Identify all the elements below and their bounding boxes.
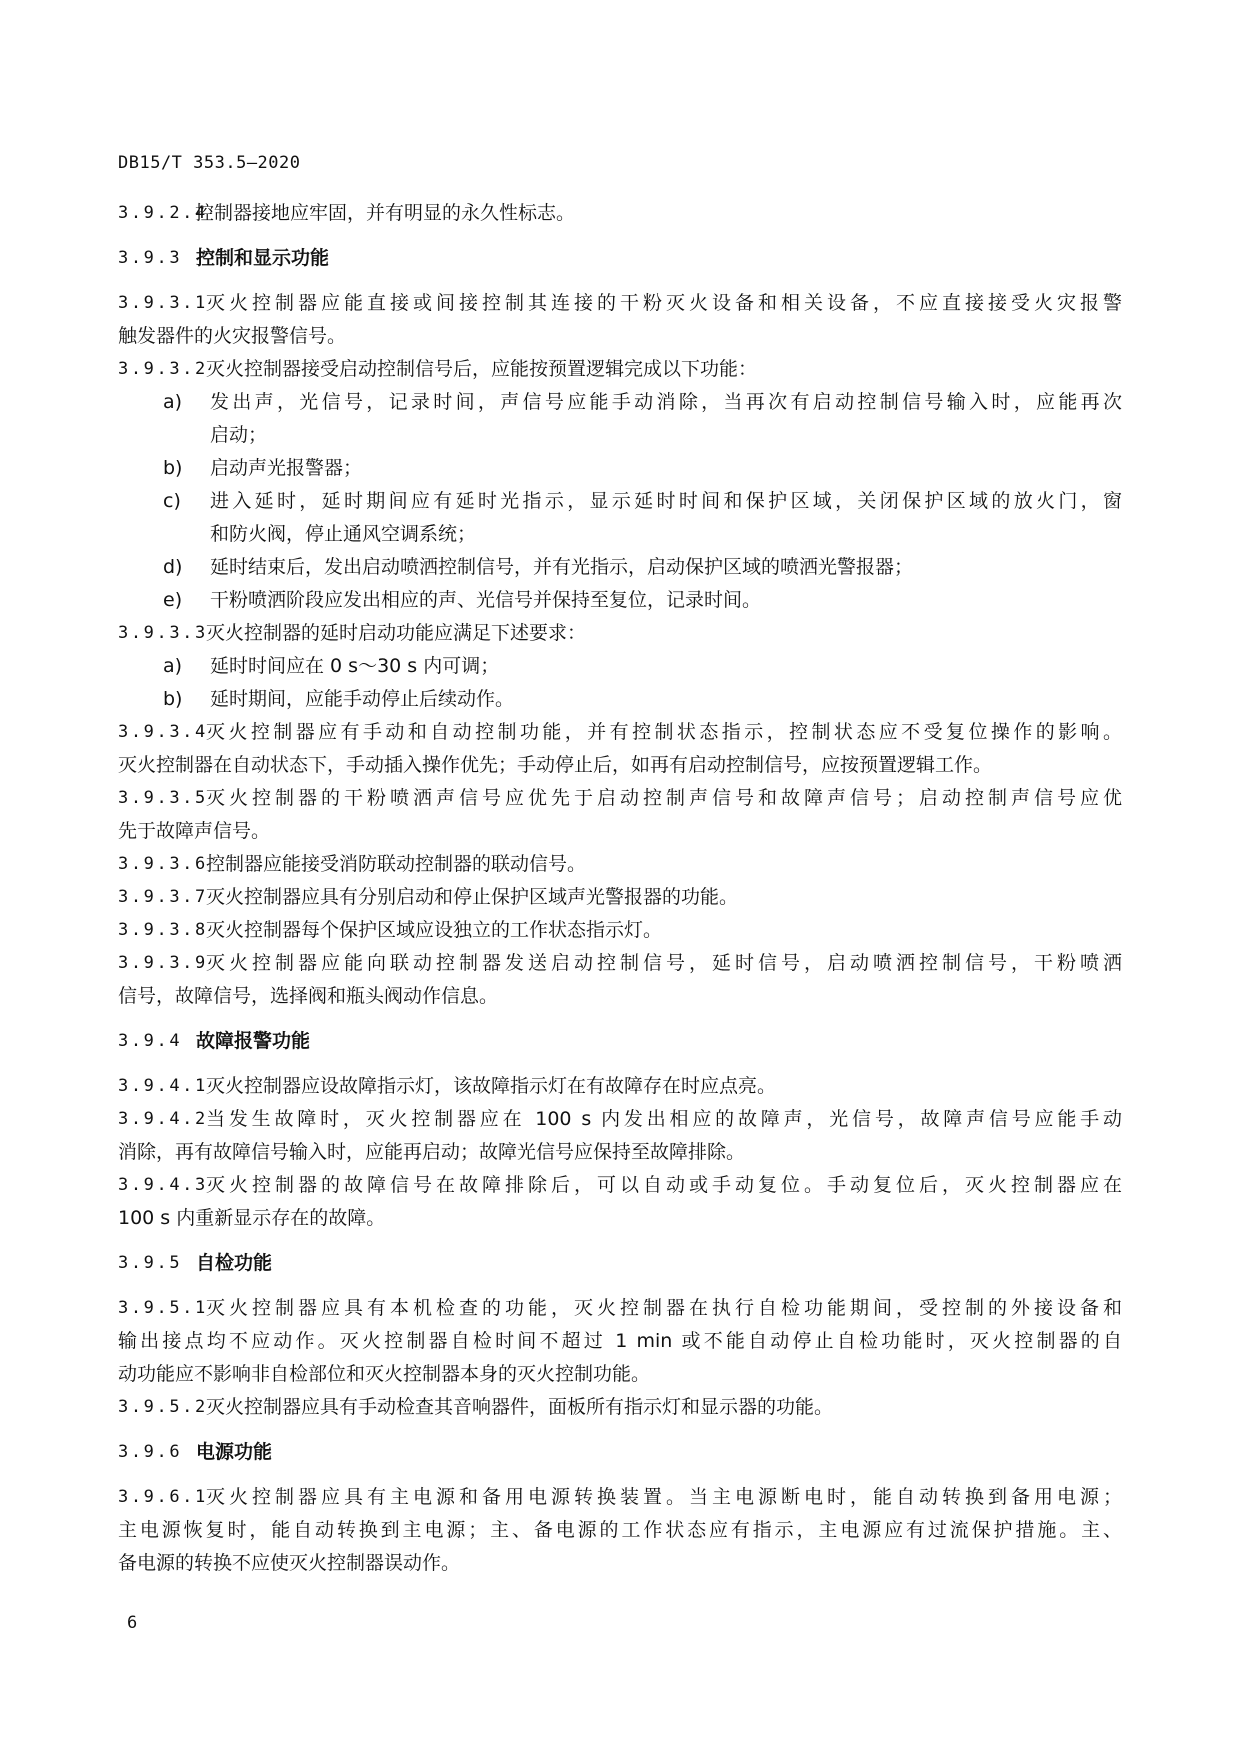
list-item-continuation: 和防火阀，停止通风空调系统； — [210, 523, 477, 545]
clause-3-9-4-2 — [118, 1103, 1122, 1136]
clause-text-line: 输出接点均不应动作。灭火控制器自检时间不超过 1 min 或不能自动停止自检功能时，灭火控制器的自 — [118, 1330, 1122, 1352]
clause-text: 灭火控制器每个保护区域应设独立的工作状态指示灯。 — [206, 919, 663, 941]
clause-text-line: 灭火控制器的干粉喷洒声信号应优先于启动控制声信号和故障声信号；启动控制声信号应优 — [206, 787, 1122, 809]
section-title: 电源功能 — [196, 1441, 273, 1463]
list-item-label: d) — [163, 556, 183, 578]
clause-text-line: 信号，故障信号，选择阀和瓶头阀动作信息。 — [118, 985, 499, 1007]
clause-3-9-3-5 — [118, 782, 1122, 815]
clause-number: 3.9.3.2 — [118, 359, 208, 379]
standard-code: DB15/T 353.5—2020 — [118, 153, 301, 173]
list-item-label: b) — [163, 688, 183, 710]
section-number: 3.9.3 — [118, 248, 183, 268]
clause-text-line: 备电源的转换不应使灭火控制器误动作。 — [118, 1552, 461, 1574]
section-title: 控制和显示功能 — [196, 247, 330, 269]
clause-text-line: 灭火控制器应具有主电源和备用电源转换装置。当主电源断电时，能自动转换到备用电源； — [206, 1486, 1122, 1508]
clause-number: 3.9.5.1 — [118, 1298, 208, 1318]
clause-text: 控制器接地应牢固，并有明显的永久性标志。 — [195, 202, 576, 224]
clause-text-line: 当发生故障时，灭火控制器应在 100 s 内发出相应的故障声，光信号，故障声信号应能手动 — [206, 1108, 1122, 1130]
clause-3-9-2-4 — [118, 197, 1122, 230]
clause-text-line: 灭火控制器应能直接或间接控制其连接的干粉灭火设备和相关设备，不应直接接受火灾报警 — [206, 292, 1122, 314]
clause-3-9-5-1 — [118, 1292, 1122, 1325]
section-3-9-6 — [118, 1436, 1122, 1469]
clause-number: 3.9.3.9 — [118, 953, 208, 973]
section-title: 故障报警功能 — [196, 1030, 311, 1052]
section-number: 3.9.5 — [118, 1253, 183, 1273]
list-item — [163, 683, 1122, 716]
clause-3-9-4-1 — [118, 1070, 1122, 1103]
clause-text-line: 消除，再有故障信号输入时，应能再启动；故障光信号应保持至故障排除。 — [118, 1141, 746, 1163]
list-item — [163, 584, 1122, 617]
list-item-text: 启动声光报警器； — [210, 457, 363, 479]
clause-3-9-3-1 — [118, 287, 1122, 320]
clause-number: 3.9.3.3 — [118, 623, 208, 643]
list-item-label: a) — [163, 655, 183, 677]
section-number: 3.9.6 — [118, 1442, 183, 1462]
clause-3-9-3-3 — [118, 617, 1122, 650]
clause-number: 3.9.3.8 — [118, 920, 208, 940]
clause-number: 3.9.6.1 — [118, 1487, 208, 1507]
clause-text-line: 灭火控制器的故障信号在故障排除后，可以自动或手动复位。手动复位后，灭火控制器应在 — [206, 1174, 1122, 1196]
list-item-text: 发出声，光信号，记录时间，声信号应能手动消除，当再次有启动控制信号输入时，应能再次 — [210, 391, 1122, 413]
list-item-text: 延时结束后，发出启动喷洒控制信号，并有光指示，启动保护区域的喷洒光警报器； — [210, 556, 914, 578]
document-body — [118, 197, 1122, 1580]
clause-number: 3.9.3.5 — [118, 788, 208, 808]
list-item-label: b) — [163, 457, 183, 479]
clause-number: 3.9.3.7 — [118, 887, 208, 907]
list-item — [163, 551, 1122, 584]
clause-text-line: 100 s 内重新显示存在的故障。 — [118, 1207, 386, 1229]
section-number: 3.9.4 — [118, 1031, 183, 1051]
clause-text: 控制器应能接受消防联动控制器的联动信号。 — [206, 853, 587, 875]
list-item — [163, 485, 1122, 518]
list-item-text: 延时时间应在 0 s～30 s 内可调； — [210, 655, 500, 677]
clause-3-9-3-7 — [118, 881, 1122, 914]
clause-3-9-3-2 — [118, 353, 1122, 386]
clause-number: 3.9.3.1 — [118, 293, 208, 313]
clause-text-line: 灭火控制器应能向联动控制器发送启动控制信号，延时信号，启动喷洒控制信号，干粉喷洒 — [206, 952, 1122, 974]
clause-number: 3.9.4.2 — [118, 1109, 208, 1129]
clause-text: 灭火控制器应具有分别启动和停止保护区域声光警报器的功能。 — [206, 886, 739, 908]
clause-text-line: 灭火控制器在自动状态下，手动插入操作优先；手动停止后，如再有启动控制信号，应按预置逻辑工作。 — [118, 754, 993, 776]
clause-number: 3.9.3.4 — [118, 722, 208, 742]
clause-3-9-6-1 — [118, 1481, 1122, 1514]
list-item-label: a) — [163, 391, 183, 413]
clause-number: 3.9.4.3 — [118, 1175, 208, 1195]
clause-text-line: 先于故障声信号。 — [118, 820, 271, 842]
list-item — [163, 650, 1122, 683]
list-item-text: 进入延时，延时期间应有延时光指示，显示延时时间和保护区域，关闭保护区域的放火门，窗 — [210, 490, 1122, 512]
clause-text-line: 灭火控制器应具有本机检查的功能，灭火控制器在执行自检功能期间，受控制的外接设备和 — [206, 1297, 1122, 1319]
clause-3-9-4-3 — [118, 1169, 1122, 1202]
clause-3-9-3-8 — [118, 914, 1122, 947]
clause-text-line: 动功能应不影响非自检部位和灭火控制器本身的灭火控制功能。 — [118, 1363, 651, 1385]
clause-text-line: 主电源恢复时，能自动转换到主电源；主、备电源的工作状态应有指示，主电源应有过流保护措施。主、 — [118, 1519, 1122, 1541]
list-item-label: c) — [163, 490, 181, 512]
clause-3-9-5-2 — [118, 1391, 1122, 1424]
section-title: 自检功能 — [196, 1252, 273, 1274]
list-item-continuation: 启动； — [210, 424, 268, 446]
list-item — [163, 386, 1122, 419]
clause-3-9-3-6 — [118, 848, 1122, 881]
clause-text-line: 触发器件的火灾报警信号。 — [118, 325, 347, 347]
clause-3-9-3-9 — [118, 947, 1122, 980]
clause-number: 3.9.4.1 — [118, 1076, 208, 1096]
clause-text: 灭火控制器的延时启动功能应满足下述要求： — [206, 622, 587, 644]
clause-text: 灭火控制器接受启动控制信号后，应能按预置逻辑完成以下功能： — [206, 358, 758, 380]
section-3-9-3 — [118, 242, 1122, 275]
clause-text: 灭火控制器应具有手动检查其音响器件，面板所有指示灯和显示器的功能。 — [206, 1396, 834, 1418]
list-item-label: e) — [163, 589, 183, 611]
list-item — [163, 452, 1122, 485]
clause-text-line: 灭火控制器应有手动和自动控制功能，并有控制状态指示，控制状态应不受复位操作的影响。 — [206, 721, 1122, 743]
clause-text: 灭火控制器应设故障指示灯，该故障指示灯在有故障存在时应点亮。 — [206, 1075, 777, 1097]
section-3-9-4 — [118, 1025, 1122, 1058]
clause-number: 3.9.2.4 — [118, 203, 208, 223]
section-3-9-5 — [118, 1247, 1122, 1280]
list-item-text: 延时期间，应能手动停止后续动作。 — [210, 688, 515, 710]
page-number: 6 — [127, 1613, 138, 1633]
clause-number: 3.9.3.6 — [118, 854, 208, 874]
list-item-text: 干粉喷洒阶段应发出相应的声、光信号并保持至复位，记录时间。 — [210, 589, 762, 611]
clause-number: 3.9.5.2 — [118, 1397, 208, 1417]
clause-3-9-3-4 — [118, 716, 1122, 749]
